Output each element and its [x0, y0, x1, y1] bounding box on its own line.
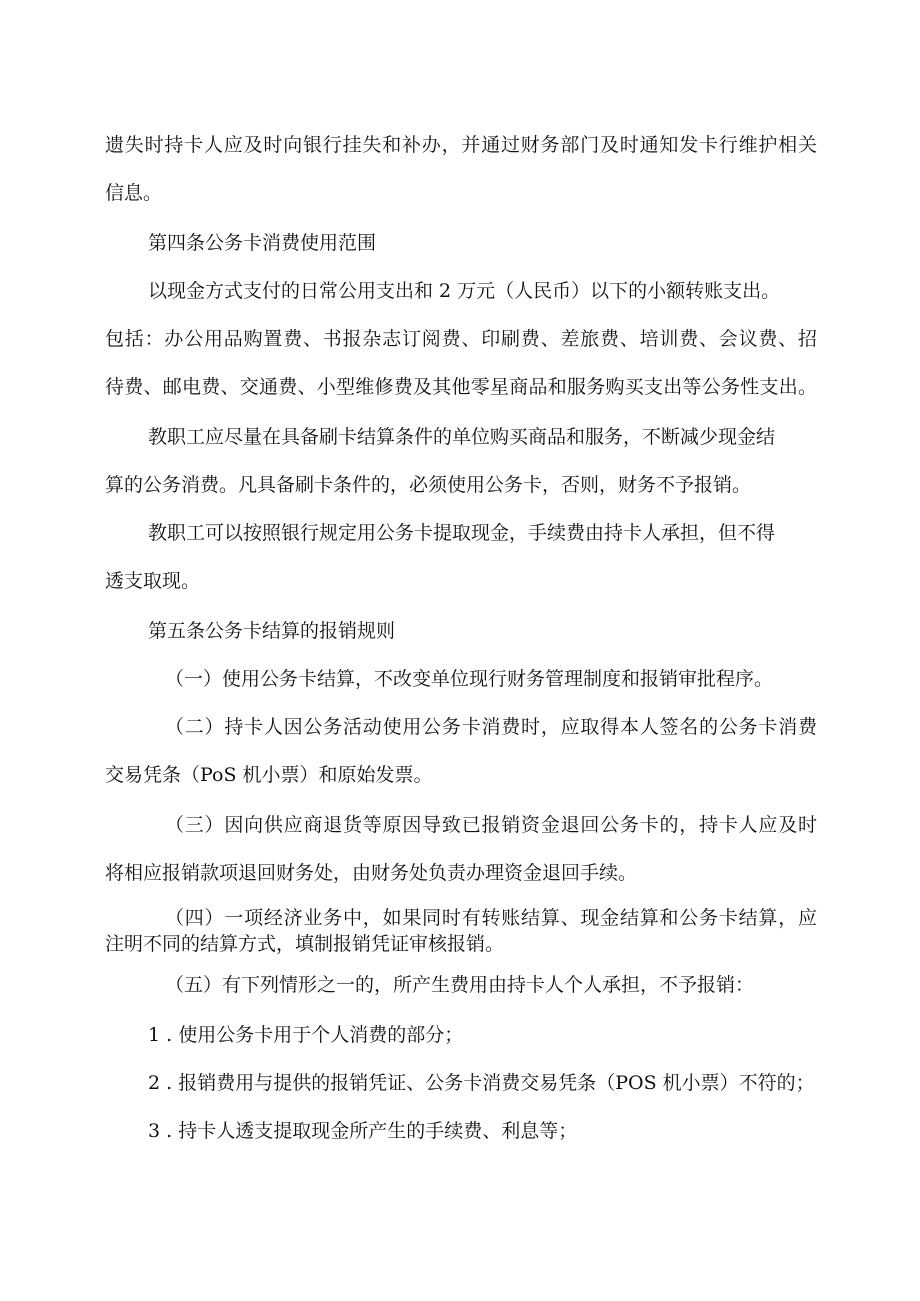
paragraph-line: 待费、邮电费、交通费、小型维修费及其他零星商品和服务购买支出等公务性支出。 [105, 376, 817, 398]
paragraph-line: 透支取现。 [105, 570, 201, 592]
sub-item-1: 1 . 使用公务卡用于个人消费的部分； [148, 1024, 464, 1046]
article-4-title: 第四条公务卡消费使用范围 [148, 232, 377, 254]
sub-item-3: 3 . 持卡人透支提取现金所产生的手续费、利息等； [148, 1120, 578, 1142]
rule-item-3-cont: 将相应报销款项退回财务处，由财务处负责办理资金退回手续。 [105, 862, 638, 884]
paragraph-line: 以现金方式支付的日常公用支出和 2 万元（人民币）以下的小额转账支出。 [148, 280, 781, 302]
sub-item-2: 2 . 报销费用与提供的报销凭证、公务卡消费交易凭条（POS 机小票）不符的； [148, 1072, 815, 1094]
rule-item-4-cont: 注明不同的结算方式，填制报销凭证审核报销。 [105, 933, 505, 955]
paragraph-line: 教职工可以按照银行规定用公务卡提取现金，手续费由持卡人承担，但不得 [148, 522, 776, 544]
paragraph-line: 信息。 [105, 182, 163, 204]
rule-item-2-cont: 交易凭条（PoS 机小票）和原始发票。 [105, 764, 433, 786]
rule-item-2: （二）持卡人因公务活动使用公务卡消费时，应取得本人签名的公务卡消费 [165, 716, 817, 738]
paragraph-line: 算的公务消费。凡具备刷卡条件的，必须使用公务卡，否则，财务不予报销。 [105, 474, 752, 496]
article-5-title: 第五条公务卡结算的报销规则 [148, 620, 396, 642]
rule-item-3: （三）因向供应商退货等原因导致已报销资金退回公务卡的，持卡人应及时 [165, 814, 817, 836]
paragraph-line: 教职工应尽量在具备刷卡结算条件的单位购买商品和服务，不断减少现金结 [148, 426, 776, 448]
rule-item-1: （一）使用公务卡结算，不改变单位现行财务管理制度和报销审批程序。 [165, 668, 774, 690]
rule-item-5: （五）有下列情形之一的，所产生费用由持卡人个人承担，不予报销： [165, 974, 755, 996]
paragraph-line: 遗失时持卡人应及时向银行挂失和补办，并通过财务部门及时通知发卡行维护相关 [105, 134, 817, 156]
rule-item-4: （四）一项经济业务中，如果同时有转账结算、现金结算和公务卡结算，应 [165, 907, 817, 929]
paragraph-line: 包括：办公用品购置费、书报杂志订阅费、印刷费、差旅费、培训费、会议费、招 [105, 328, 817, 350]
